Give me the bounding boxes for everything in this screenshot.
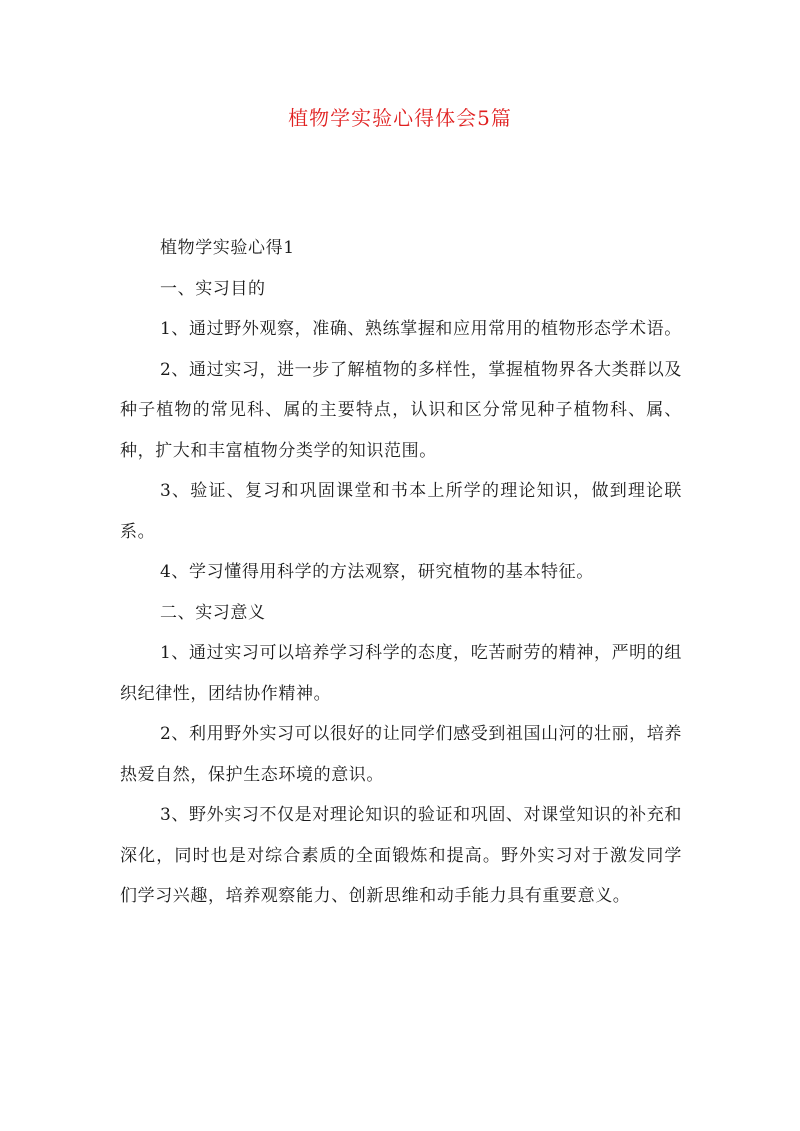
- purpose-item-4: 4、学习懂得用科学的方法观察，研究植物的基本特征。: [160, 562, 594, 582]
- purpose-item-2: 2、通过实习，进一步了解植物的多样性，掌握植物界各大类群以及种子植物的常见科、属的主要特点，认识和区分常见种子植物科、属、种，扩大和丰富植物分类学的知识范围。: [120, 359, 682, 461]
- significance-item-2: 2、利用野外实习可以很好的让同学们感受到祖国山河的壮丽，培养热爱自然，保护生态环境的意识。: [120, 724, 682, 785]
- purpose-item-1: 1、通过野外观察，准确、熟练掌握和应用常用的植物形态学术语。: [160, 319, 682, 339]
- document-body: [120, 228, 682, 917]
- purpose-item-3: 3、验证、复习和巩固课堂和书本上所学的理论知识，做到理论联系。: [120, 481, 682, 542]
- section-heading-purpose: 一、实习目的: [160, 278, 266, 299]
- significance-item-3: 3、野外实习不仅是对理论知识的验证和巩固、对课堂知识的补充和深化，同时也是对综合素质的全面锻炼和提高。野外实习对于激发同学们学习兴趣，培养观察能力、创新思维和动手能力具有重要意义。: [120, 805, 682, 906]
- document-title: 植物学实验心得体会5篇: [288, 106, 512, 130]
- section-heading-significance: 二、实习意义: [160, 602, 266, 623]
- section-heading-experiment-1: 植物学实验心得1: [160, 238, 295, 258]
- significance-item-1: 1、通过实习可以培养学习科学的态度，吃苦耐劳的精神，严明的组织纪律性，团结协作精神。: [120, 643, 682, 704]
